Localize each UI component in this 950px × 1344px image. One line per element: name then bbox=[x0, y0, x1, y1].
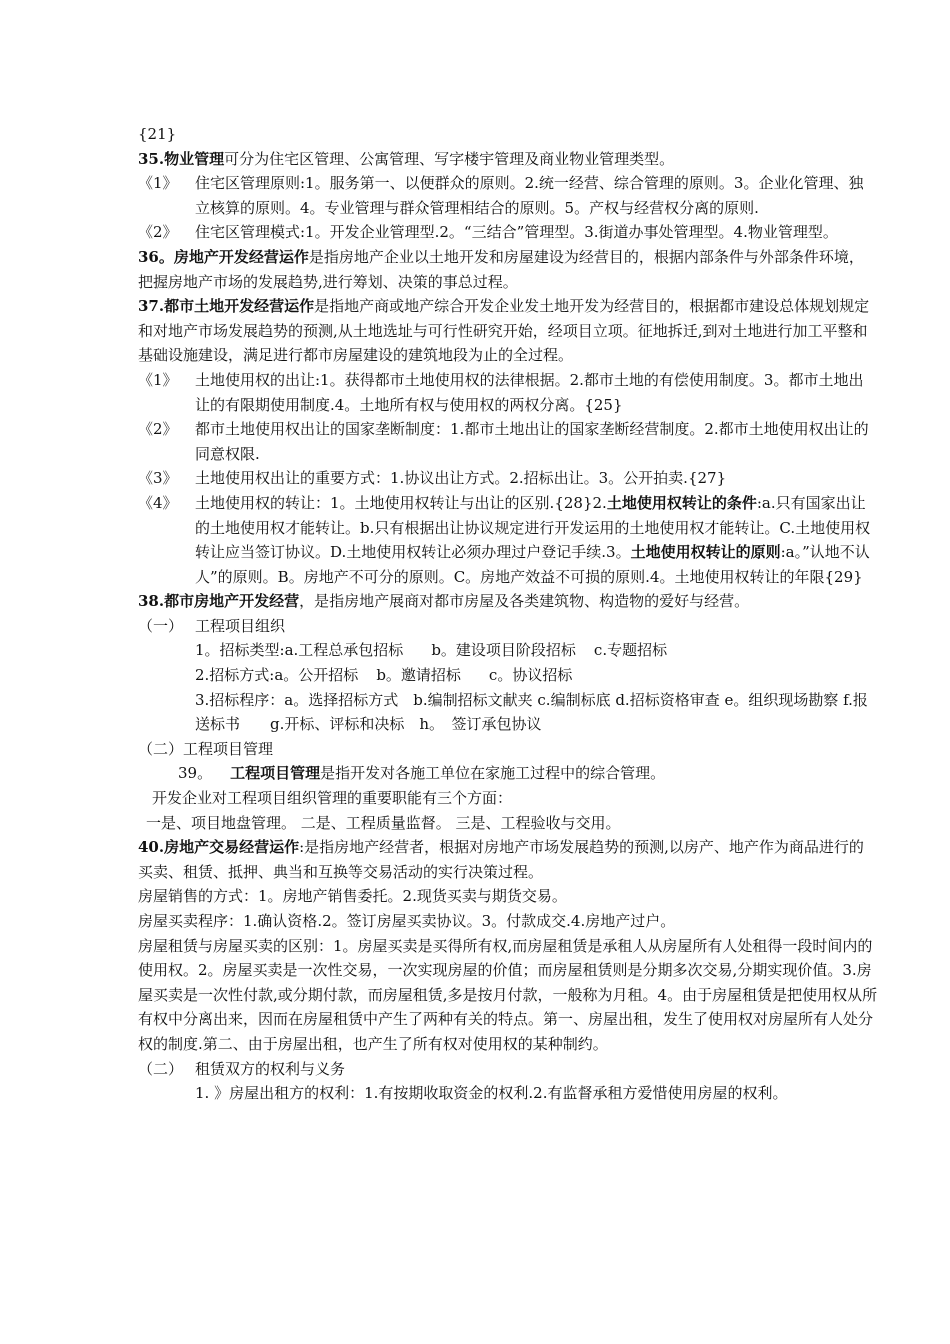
list-item bbox=[138, 491, 878, 589]
term: 工程项目管理 bbox=[230, 764, 321, 783]
definition: 是指地产商或地产综合开发企业发土地开发为经营目的，根据都市建设总体规划规定和对地产市场发展趋势的预测,从土地选址与可行性研究开始，经项目立项。征地拆迁,到对土地进行加工平整和基础设施建设，满足进行都市房屋建设的建筑地段为止的全过程。 bbox=[138, 297, 870, 365]
paragraph: 开发企业对工程项目组织管理的重要职能有三个方面： bbox=[152, 789, 513, 808]
sub-heading bbox=[138, 614, 878, 639]
section-40 bbox=[138, 835, 878, 884]
sub-heading-text: 工程项目组织 bbox=[195, 616, 286, 635]
page-ref: {21} bbox=[138, 125, 177, 143]
definition: 是指房地产企业以土地开发和房屋建设为经营目的，根据内部条件与外部条件环境，把握房地产市场的发展趋势,进行筹划、决策的事总过程。 bbox=[138, 247, 864, 291]
list-marker: 《2》 bbox=[138, 420, 178, 439]
document-body bbox=[138, 122, 878, 1106]
sub-heading bbox=[138, 1057, 878, 1082]
section-38 bbox=[138, 589, 878, 614]
text-run: 2.招标方式:a。公开招标 bbox=[195, 666, 359, 685]
list-marker: （二） bbox=[138, 1059, 184, 1078]
term: 房地产开发经营运作 bbox=[173, 247, 309, 266]
list-item bbox=[138, 417, 878, 466]
text-run: 1。招标类型:a.工程总承包招标 bbox=[195, 641, 404, 660]
text-run: b。建设项目阶段招标 bbox=[431, 641, 576, 660]
paragraph: 房屋租赁与房屋买卖的区别：1。房屋买卖是买得所有权,而房屋租赁是承租人从房屋所有人处租得一段时间内的使用权。2。房屋买卖是一次性交易，一次实现房屋的价值；而房屋租赁则是分期多次交易,分期实现价值。3.房屋买卖是一次性付款,或分期付款，而房屋租赁,多是按月付款，一般称为月租。4。由于房屋租赁是把使用权从所有权中分离出来，因而在房屋租赁中产生了两种有关的特点。第一、房屋出租，发生了使用权对房屋所有人处分权的制度.第二、由于房屋出租，也产生了所有权对使用权的某种制约。 bbox=[138, 936, 878, 1053]
paragraph: 一是、项目地盘管理。 二是、工程质量监督。 三是、工程验收与交用。 bbox=[146, 813, 621, 832]
definition: 可分为住宅区管理、公寓管理、写字楼宇管理及商业物业管理类型。 bbox=[224, 149, 675, 168]
text-run: :a.只有国家出让的土地使用权才能转让。b.只有根据出让协议规定进行开发运用的土地使用权才能转让。C.土地使用权转让应当签订协议。D.土地使用权转让必须办理过户登记手续.3。 bbox=[195, 493, 871, 562]
list-item bbox=[138, 220, 878, 245]
term: 38.都市房地产开发经营 bbox=[138, 592, 300, 611]
bold-term: 土地使用权转让的条件 bbox=[606, 493, 757, 512]
list-marker: 《4》 bbox=[138, 493, 178, 512]
text-run: :a。”认地不认人”的原则。B。房地产不可分的原则。C。房地产效益不可损的原则.4。土地使用权转让的年限{29} bbox=[195, 543, 870, 586]
tender-methods bbox=[138, 663, 878, 688]
paragraph: 1. 》房屋出租方的权利：1.有按期收取资金的权利.2.有监督承租方爱惜使用房屋的权利。 bbox=[195, 1084, 788, 1103]
section-35 bbox=[138, 147, 878, 172]
term: 40.房地产交易经营运作 bbox=[138, 838, 300, 857]
list-item bbox=[138, 368, 878, 417]
list-marker: （一） bbox=[138, 616, 184, 635]
tender-procedure: 3.招标程序：a。选择招标方式 b.编制招标文献夹 c.编制标底 d.招标资格审查 e。组织现场勘察 f.报送标书 g.开标、评标和决标 h。 签订承包协议 bbox=[195, 690, 868, 734]
list-marker: 《1》 bbox=[138, 174, 178, 193]
tender-types bbox=[138, 638, 878, 663]
list-text: 都市土地使用权出让的国家垄断制度：1.都市土地出让的国家垄断经营制度。2.都市土地使用权出让的同意权限. bbox=[195, 420, 869, 463]
section-37 bbox=[138, 294, 878, 368]
term: 都市土地开发经营运作 bbox=[164, 297, 315, 316]
section-number: 35. bbox=[138, 149, 165, 168]
list-text: 土地使用权出让的重要方式：1.协议出让方式。2.招标出让。3。公开拍卖.{27} bbox=[195, 469, 727, 488]
section-number: 39。 bbox=[178, 764, 213, 783]
section-number: 37. bbox=[138, 297, 165, 316]
section-number: 36。 bbox=[138, 247, 174, 266]
text-run: c。协议招标 bbox=[488, 666, 573, 685]
sub-heading-text: 租赁双方的权利与义务 bbox=[195, 1059, 346, 1078]
section-39 bbox=[138, 761, 878, 786]
bold-term: 土地使用权转让的原则 bbox=[630, 543, 781, 562]
definition: :是指房地产经营者，根据对房地产市场发展趋势的预测,以房产、地产作为商品进行的买卖、租赁、抵押、典当和互换等交易活动的实行决策过程。 bbox=[138, 838, 864, 881]
list-text bbox=[195, 491, 878, 589]
term: 物业管理 bbox=[164, 149, 225, 168]
list-text: 土地使用权的出让:1。获得都市土地使用权的法律根据。2.都市土地的有偿使用制度。3。都市土地出让的有限期使用制度.4。土地所有权与使用权的两权分离。{25} bbox=[195, 370, 864, 414]
list-marker: 《2》 bbox=[138, 223, 178, 242]
list-marker: 《1》 bbox=[138, 370, 178, 389]
paragraph: 房屋买卖程序：1.确认资格.2。签订房屋买卖协议。3。付款成交.4.房地产过户。 bbox=[138, 912, 676, 930]
list-item bbox=[138, 171, 878, 220]
definition: ，是指房地产展商对都市房屋及各类建筑物、构造物的爱好与经营。 bbox=[299, 592, 750, 611]
paragraph: 房屋销售的方式：1。房地产销售委托。2.现货买卖与期货交易。 bbox=[138, 887, 567, 906]
text-run: c.专题招标 bbox=[593, 641, 668, 660]
sub-heading: （二）工程项目管理 bbox=[138, 739, 274, 758]
list-item bbox=[138, 466, 878, 491]
text-run: 土地使用权的转让：1。土地使用权转让与出让的区别.{28}2. bbox=[195, 493, 607, 512]
definition: 是指开发对各施工单位在家施工过程中的综合管理。 bbox=[320, 764, 666, 783]
section-36 bbox=[138, 245, 878, 294]
list-text: 住宅区管理模式:1。开发企业管理型.2。“三结合”管理型。3.街道办事处管理型。4.物业管理型。 bbox=[195, 223, 838, 242]
list-text: 住宅区管理原则:1。服务第一、以便群众的原则。2.统一经营、综合管理的原则。3。企业化管理、独立核算的原则。4。专业管理与群众管理相结合的原则。5。产权与经营权分离的原则. bbox=[195, 174, 864, 217]
text-run: b。邀请招标 bbox=[376, 666, 461, 685]
list-marker: 《3》 bbox=[138, 469, 178, 488]
